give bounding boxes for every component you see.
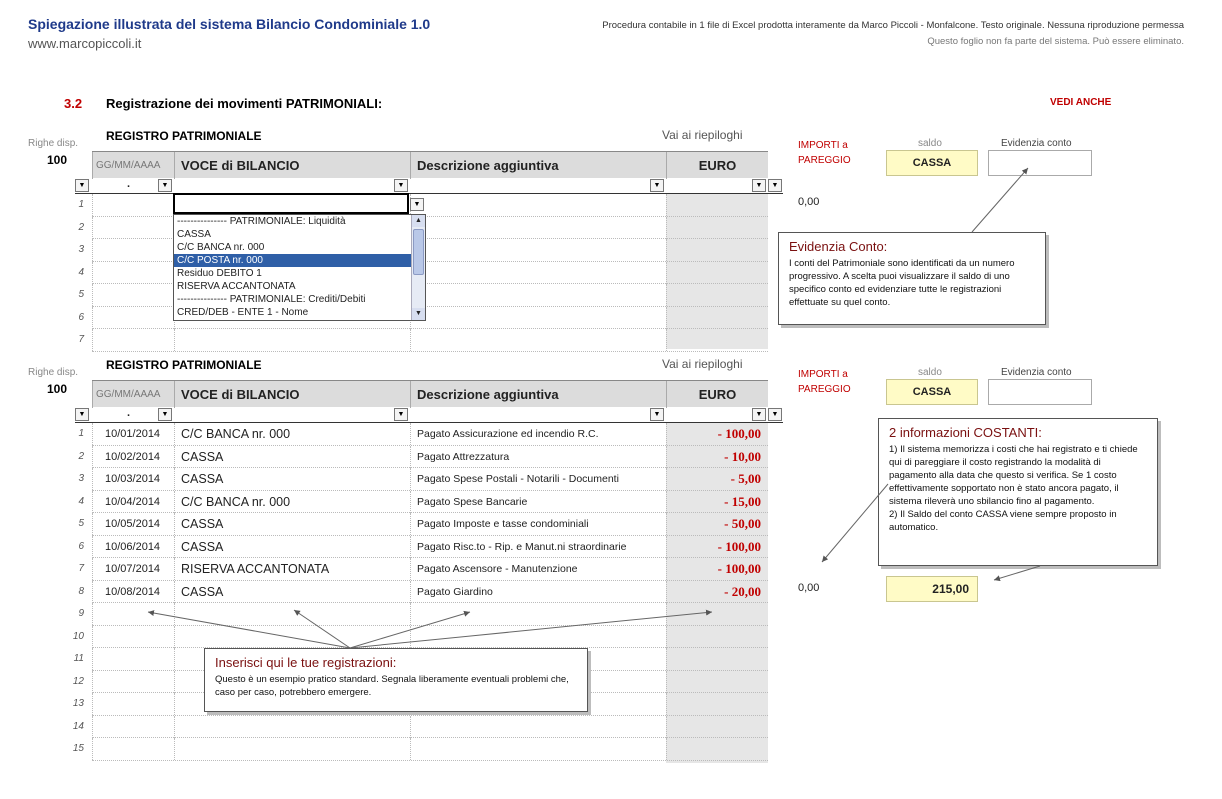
date-cell[interactable] <box>92 603 174 625</box>
saldo-account-select[interactable]: CASSA <box>886 150 978 176</box>
col-desc: Descrizione aggiuntiva <box>410 381 666 408</box>
scroll-thumb[interactable] <box>413 229 424 275</box>
dropdown-option[interactable]: CRED/DEB - ENTE 1 - Nome <box>177 307 309 318</box>
row-number: 1 <box>78 199 84 210</box>
importi-line2: PAREGGIO <box>798 155 851 166</box>
row-number: 5 <box>78 289 84 300</box>
table-cell[interactable] <box>410 284 666 306</box>
row-number: 15 <box>72 743 84 754</box>
voce-dropdown-icon[interactable]: ▼ <box>410 198 424 211</box>
table-row[interactable] <box>92 536 768 559</box>
voce-dropdown-list[interactable] <box>173 214 426 321</box>
euro-cell[interactable] <box>666 603 768 625</box>
table-cell[interactable] <box>410 307 666 329</box>
dropdown-option[interactable]: C/C POSTA nr. 000 <box>174 254 412 267</box>
table-row[interactable] <box>92 558 768 581</box>
euro-cell[interactable]: - 50,00 <box>666 513 768 535</box>
col-voce: VOCE di BILANCIO <box>174 152 410 179</box>
filter-dropdown-icon[interactable]: ▼ <box>158 408 172 421</box>
euro-cell[interactable] <box>666 626 768 648</box>
dropdown-option[interactable]: Residuo DEBITO 1 <box>177 268 262 279</box>
row-number: 3 <box>78 473 84 484</box>
voce-cell[interactable] <box>174 626 410 648</box>
scroll-up-icon[interactable]: ▲ <box>412 215 425 227</box>
row-number: 7 <box>78 334 84 345</box>
saldo-amount: 215,00 <box>886 576 978 602</box>
filter-dropdown-icon[interactable]: ▼ <box>768 408 782 421</box>
callout-title: Evidenzia Conto: <box>789 239 888 254</box>
voce-cell[interactable]: CASSA <box>174 536 410 558</box>
table-row[interactable] <box>92 738 768 761</box>
filter-dropdown-icon[interactable]: ▼ <box>650 408 664 421</box>
euro-cell[interactable] <box>666 671 768 693</box>
table-row[interactable] <box>92 513 768 536</box>
evidenzia-input[interactable] <box>988 379 1092 405</box>
filter-row <box>75 178 783 194</box>
callout-body: I conti del Patrimoniale sono identificati da un numero progressivo. A scelta puoi visualizzare il saldo di uno specifico conto ed evidenziare tutte le registrazioni effettuate su quel conto. <box>789 258 1015 308</box>
row-number: 6 <box>78 311 84 323</box>
table-cell[interactable] <box>666 194 768 216</box>
scroll-down-icon[interactable]: ▼ <box>412 308 425 320</box>
voce-cell[interactable]: CASSA <box>174 446 410 468</box>
vai-riepiloghi-link[interactable]: Vai ai riepiloghi <box>662 357 743 371</box>
see-also-link[interactable]: VEDI ANCHE <box>1050 97 1112 108</box>
euro-cell[interactable]: - 20,00 <box>666 581 768 603</box>
callout-evidenzia <box>778 232 1046 325</box>
voce-cell[interactable]: CASSA <box>174 513 410 535</box>
table-header <box>92 151 768 178</box>
euro-cell[interactable]: - 15,00 <box>666 491 768 513</box>
table-cell[interactable] <box>666 329 768 351</box>
importi-label <box>798 367 851 397</box>
righe-label: Righe disp. <box>28 367 79 378</box>
desc-cell[interactable] <box>410 603 666 625</box>
callout-body: Questo è un esempio pratico standard. Segnala liberamente eventuali problemi che, caso per caso, potrebbero emergere. <box>215 674 569 698</box>
filter-dropdown-icon[interactable]: ▼ <box>75 408 89 421</box>
table-cell[interactable] <box>92 284 174 306</box>
voce-cell[interactable] <box>174 738 410 760</box>
date-cell[interactable]: 10/06/2014 <box>92 536 174 558</box>
pareggio-value: 0,00 <box>798 582 820 594</box>
table-cell[interactable] <box>92 307 174 329</box>
importi-line1: IMPORTI a <box>798 140 848 151</box>
document-title: Spiegazione illustrata del sistema Bilancio Condominiale 1.0 <box>28 16 431 32</box>
saldo-label: saldo <box>918 367 942 378</box>
desc-cell[interactable]: Pagato Spese Postali - Notarili - Documenti <box>410 468 666 490</box>
pareggio-value: 0,00 <box>798 196 820 208</box>
voce-cell[interactable] <box>174 716 410 738</box>
table-row[interactable] <box>92 603 768 626</box>
desc-cell[interactable] <box>410 716 666 738</box>
section-number: 3.2 <box>64 96 83 111</box>
arrow-line <box>994 566 1040 580</box>
table-row[interactable] <box>92 626 768 649</box>
table-cell[interactable] <box>666 284 768 306</box>
date-cell[interactable]: 10/03/2014 <box>92 468 174 490</box>
col-desc: Descrizione aggiuntiva <box>410 152 666 179</box>
table-row[interactable] <box>92 329 768 352</box>
col-date: GG/MM/AAAA <box>92 381 174 408</box>
table-cell[interactable] <box>666 262 768 284</box>
date-cell[interactable]: 10/07/2014 <box>92 558 174 580</box>
date-cell[interactable] <box>92 716 174 738</box>
table-cell[interactable] <box>410 217 666 239</box>
voce-cell[interactable]: CASSA <box>174 468 410 490</box>
voce-cell[interactable]: C/C BANCA nr. 000 <box>174 491 410 513</box>
table-cell[interactable] <box>666 217 768 239</box>
desc-cell[interactable] <box>410 626 666 648</box>
row-number: 9 <box>78 608 84 619</box>
row-number: 8 <box>78 585 84 597</box>
table-cell[interactable] <box>92 262 174 284</box>
row-number: 1 <box>78 428 84 439</box>
evidenzia-label: Evidenzia conto <box>1001 138 1072 149</box>
table-row[interactable] <box>92 716 768 739</box>
row-number: 2 <box>78 221 84 233</box>
table-cell[interactable] <box>410 329 666 351</box>
filter-dropdown-icon[interactable]: ▼ <box>75 179 89 192</box>
date-cell[interactable] <box>92 671 174 693</box>
filter-dropdown-icon[interactable]: ▼ <box>394 408 408 421</box>
table-cell[interactable] <box>92 194 174 216</box>
row-number: 7 <box>78 563 84 574</box>
importi-label <box>798 138 851 168</box>
callout-title: 2 informazioni COSTANTI: <box>889 425 1042 440</box>
row-number: 12 <box>72 675 84 687</box>
righe-value: 100 <box>47 153 68 167</box>
desc-cell[interactable]: Pagato Giardino <box>410 581 666 603</box>
filter-dropdown-icon[interactable]: ▼ <box>752 179 766 192</box>
voce-cell[interactable]: CASSA <box>174 581 410 603</box>
euro-cell[interactable]: - 10,00 <box>666 446 768 468</box>
table-cell[interactable] <box>410 194 666 216</box>
filter-dropdown-icon[interactable]: ▼ <box>394 179 408 192</box>
date-cell[interactable] <box>92 648 174 670</box>
register-title: REGISTRO PATRIMONIALE <box>106 129 262 143</box>
table-row[interactable] <box>92 491 768 514</box>
col-date: GG/MM/AAAA <box>92 152 174 179</box>
table-header <box>92 380 768 407</box>
desc-cell[interactable]: Pagato Ascensore - Manutenzione <box>410 558 666 580</box>
desc-cell[interactable] <box>410 738 666 760</box>
dropdown-scrollbar[interactable] <box>411 215 425 320</box>
row-number: 5 <box>78 518 84 529</box>
callout-inserisci <box>204 648 588 712</box>
dropdown-option[interactable]: --------------- PATRIMONIALE: Liquidità <box>177 216 346 227</box>
date-cell[interactable]: 10/04/2014 <box>92 491 174 513</box>
voce-dropdown-input[interactable] <box>173 193 409 214</box>
vai-riepiloghi-link[interactable]: Vai ai riepiloghi <box>662 128 743 142</box>
desc-cell[interactable]: Pagato Spese Bancarie <box>410 491 666 513</box>
col-euro: EURO <box>666 381 768 408</box>
table-row[interactable] <box>92 423 768 446</box>
row-number: 2 <box>78 450 84 462</box>
row-number: 6 <box>78 540 84 552</box>
saldo-label: saldo <box>918 138 942 149</box>
callout-body: 2) Il Saldo del conto CASSA viene sempre proposto in automatico. <box>889 509 1117 533</box>
evidenzia-label: Evidenzia conto <box>1001 367 1072 378</box>
evidenzia-input[interactable] <box>988 150 1092 176</box>
dropdown-option[interactable]: --------------- PATRIMONIALE: Crediti/Debiti <box>177 294 366 305</box>
dropdown-option[interactable]: CASSA <box>177 229 211 240</box>
euro-cell[interactable] <box>666 716 768 738</box>
filter-dropdown-icon[interactable]: ▼ <box>650 179 664 192</box>
desc-cell[interactable]: Pagato Attrezzatura <box>410 446 666 468</box>
removable-note: Questo foglio non fa parte del sistema. Può essere eliminato. <box>927 36 1184 47</box>
date-cell[interactable]: 10/02/2014 <box>92 446 174 468</box>
filter-date-value: . <box>127 178 131 190</box>
filter-dropdown-icon[interactable]: ▼ <box>158 179 172 192</box>
euro-cell[interactable]: - 100,00 <box>666 536 768 558</box>
dropdown-option[interactable]: RISERVA ACCANTONATA <box>177 281 296 292</box>
table-cell[interactable] <box>666 239 768 261</box>
voce-cell[interactable]: RISERVA ACCANTONATA <box>174 558 410 580</box>
filter-dropdown-icon[interactable]: ▼ <box>768 179 782 192</box>
euro-cell[interactable]: - 100,00 <box>666 558 768 580</box>
table-row[interactable] <box>92 468 768 491</box>
voce-cell[interactable] <box>174 603 410 625</box>
dropdown-option[interactable]: C/C BANCA nr. 000 <box>177 242 265 253</box>
row-number: 4 <box>78 495 84 507</box>
euro-cell[interactable] <box>666 693 768 715</box>
callout-costanti <box>878 418 1158 566</box>
callout-title: Inserisci qui le tue registrazioni: <box>215 655 397 670</box>
importi-line2: PAREGGIO <box>798 384 851 395</box>
desc-cell[interactable]: Pagato Assicurazione ed incendio R.C. <box>410 423 666 445</box>
date-cell[interactable] <box>92 626 174 648</box>
euro-cell[interactable] <box>666 738 768 760</box>
desc-cell[interactable]: Pagato Imposte e tasse condominiali <box>410 513 666 535</box>
filter-date-value: . <box>127 407 131 419</box>
desc-cell[interactable]: Pagato Risc.to - Rip. e Manut.ni straordinarie <box>410 536 666 558</box>
table-cell[interactable] <box>410 262 666 284</box>
col-euro: EURO <box>666 152 768 179</box>
date-cell[interactable]: 10/05/2014 <box>92 513 174 535</box>
table-cell[interactable] <box>410 239 666 261</box>
righe-value: 100 <box>47 382 68 396</box>
filter-row <box>75 407 783 423</box>
filter-dropdown-icon[interactable]: ▼ <box>752 408 766 421</box>
site-link[interactable]: www.marcopiccoli.it <box>28 36 142 51</box>
row-number: 13 <box>72 698 84 709</box>
importi-line1: IMPORTI a <box>798 369 848 380</box>
euro-cell[interactable]: - 5,00 <box>666 468 768 490</box>
row-number: 4 <box>78 266 84 278</box>
arrow-line <box>972 168 1028 232</box>
table-cell[interactable] <box>92 217 174 239</box>
table-row[interactable] <box>92 446 768 469</box>
row-number: 14 <box>72 720 84 732</box>
register-title: REGISTRO PATRIMONIALE <box>106 358 262 372</box>
copyright-note: Procedura contabile in 1 file di Excel prodotta interamente da Marco Piccoli - Monfalcone. Testo originale. Nessuna riproduzione permessa <box>602 20 1184 31</box>
date-cell[interactable]: 10/08/2014 <box>92 581 174 603</box>
callout-body: 1) Il sistema memorizza i costi che hai registrato e ti chiede qui di pareggiare il costo registrando la modalità di pagamento alla data che questo si verifica. Se 1 costo effettivamente sopportato non è stato ancora pagato, il sistema rileverà uno sbilancio fino al pagamento. <box>889 444 1138 507</box>
date-cell[interactable]: 10/01/2014 <box>92 423 174 445</box>
voce-cell[interactable]: C/C BANCA nr. 000 <box>174 423 410 445</box>
row-number: 3 <box>78 244 84 255</box>
col-voce: VOCE di BILANCIO <box>174 381 410 408</box>
table-cell[interactable] <box>92 239 174 261</box>
section-title: Registrazione dei movimenti PATRIMONIALI: <box>106 96 383 111</box>
euro-cell[interactable] <box>666 648 768 670</box>
row-number: 10 <box>72 630 84 642</box>
righe-label: Righe disp. <box>28 138 79 149</box>
euro-cell[interactable]: - 100,00 <box>666 423 768 445</box>
table-cell[interactable] <box>92 329 174 351</box>
saldo-account-select[interactable]: CASSA <box>886 379 978 405</box>
date-cell[interactable] <box>92 738 174 760</box>
table-cell[interactable] <box>174 329 410 351</box>
row-number: 11 <box>73 653 84 664</box>
date-cell[interactable] <box>92 693 174 715</box>
table-row[interactable] <box>92 581 768 604</box>
table-cell[interactable] <box>666 307 768 329</box>
